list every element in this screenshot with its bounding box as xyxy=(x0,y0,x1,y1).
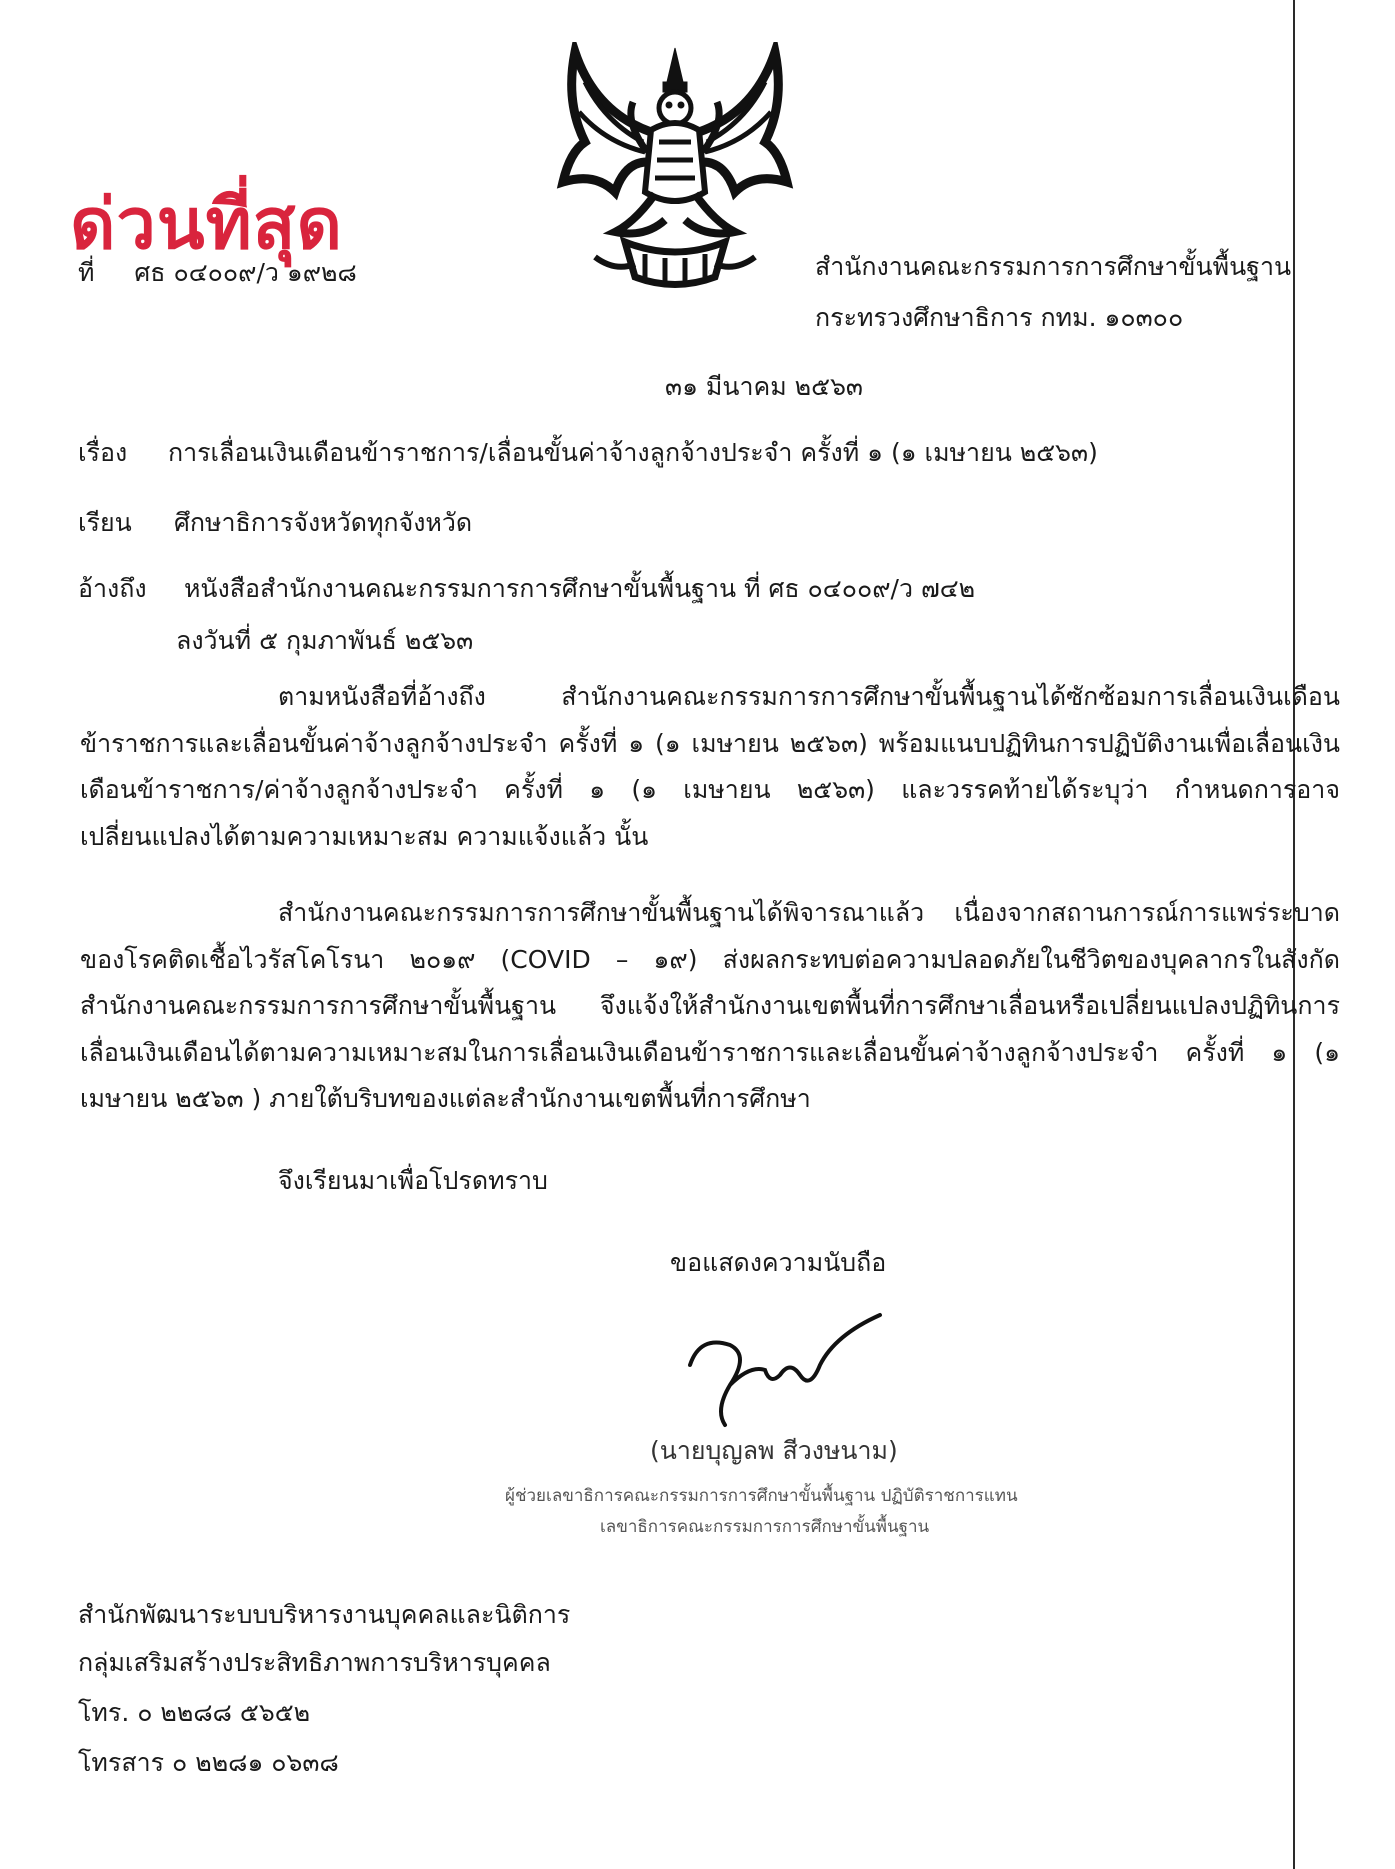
office-name: สำนักงานคณะกรรมการการศึกษาขั้นพื้นฐาน xyxy=(815,252,1292,281)
footer-phone: โทร. ๐ ๒๒๘๘ ๕๖๕๒ xyxy=(78,1698,311,1727)
reference-doc-row xyxy=(78,576,975,601)
footer-group: กลุ่มเสริมสร้างประสิทธิภาพการบริหารบุคคล xyxy=(78,1648,551,1677)
reference-doc-line2: ลงวันที่ ๕ กุมภาพันธ์ ๒๕๖๓ xyxy=(176,626,474,655)
signatory-position-2: เลขาธิการคณะกรรมการการศึกษาขั้นพื้นฐาน xyxy=(600,1517,930,1537)
reference-doc-label: อ้างถึง xyxy=(78,574,147,603)
body-paragraph-2: สำนักงานคณะกรรมการการศึกษาขั้นพื้นฐานได้พิจารณาแล้ว เนื่องจากสถานการณ์การแพร่ระบาดของโรคติดเชื้อไวรัสโคโรนา ๒๐๑๙ (COVID – ๑๙) ส่งผลกระทบต่อความปลอดภัยในชีวิตของบุคลากรในสังกัดสำนักงานคณะกรรมการการศึกษาขั้นพื้นฐาน จึงแจ้งให้สำนักงานเขตพื้นที่การศึกษาเลื่อนหรือเปลี่ยนแปลงปฏิทินการเลื่อนเงินเดือนได้ตามความเหมาะสมในการเลื่อนเงินเดือนข้าราชการและเลื่อนขั้นค่าจ้างลูกจ้างประจำ ครั้งที่ ๑ (๑ เมษายน ๒๕๖๓ ) ภายใต้บริบทของแต่ละสำนักงานเขตพื้นที่การศึกษา xyxy=(80,898,1340,1113)
recipient-row xyxy=(78,510,472,535)
recipient-label: เรียน xyxy=(78,508,132,537)
regards-line: ขอแสดงความนับถือ xyxy=(670,1248,887,1277)
urgent-stamp: ด่วนที่สุด xyxy=(70,183,343,265)
reference-label: ที่ xyxy=(78,258,95,287)
signatory-name: (นายบุญลพ สีวงษนาม) xyxy=(650,1436,898,1465)
signatory-position-1: ผู้ช่วยเลขาธิการคณะกรรมการการศึกษาขั้นพื้นฐาน ปฏิบัติราชการแทน xyxy=(505,1486,1018,1506)
body-paragraph-1: ตามหนังสือที่อ้างถึง สำนักงานคณะกรรมการการศึกษาขั้นพื้นฐานได้ซักซ้อมการเลื่อนเงินเดือนข้าราชการและเลื่อนขั้นค่าจ้างลูกจ้างประจำ ครั้งที่ ๑ (๑ เมษายน ๒๕๖๓) พร้อมแนบปฏิทินการปฏิบัติงานเพื่อเลื่อนเงินเดือนข้าราชการ/ค่าจ้างลูกจ้างประจำ ครั้งที่ ๑ (๑ เมษายน ๒๕๖๓) และวรรคท้ายได้ระบุว่า กำหนดการอาจเปลี่ยนแปลงได้ตามความเหมาะสม ความแจ้งแล้ว นั้น xyxy=(80,682,1340,851)
garuda-emblem-icon xyxy=(555,42,795,297)
letter-date: ๓๑ มีนาคม ๒๕๖๓ xyxy=(665,372,864,401)
subject-label: เรื่อง xyxy=(78,438,128,467)
closing-line: จึงเรียนมาเพื่อโปรดทราบ xyxy=(278,1166,548,1195)
subject-text: การเลื่อนเงินเดือนข้าราชการ/เลื่อนขั้นค่าจ้างลูกจ้างประจำ ครั้งที่ ๑ (๑ เมษายน ๒๕๖๓) xyxy=(167,438,1098,467)
handwritten-signature-icon xyxy=(670,1305,900,1435)
office-address: กระทรวงศึกษาธิการ กทม. ๑๐๓๐๐ xyxy=(815,303,1184,332)
footer-department: สำนักพัฒนาระบบบริหารงานบุคคลและนิติการ xyxy=(78,1600,571,1629)
recipient-text: ศึกษาธิการจังหวัดทุกจังหวัด xyxy=(173,508,473,537)
reference-number: ศธ ๐๔๐๐๙/ว ๑๙๒๘ xyxy=(134,258,357,287)
footer-fax: โทรสาร ๐ ๒๒๘๑ ๐๖๓๘ xyxy=(78,1748,339,1777)
subject-row xyxy=(78,440,1098,465)
reference-line xyxy=(78,260,357,285)
reference-doc-line1: หนังสือสำนักงานคณะกรรมการการศึกษาขั้นพื้นฐาน ที่ ศธ ๐๔๐๐๙/ว ๗๔๒ xyxy=(183,574,976,603)
